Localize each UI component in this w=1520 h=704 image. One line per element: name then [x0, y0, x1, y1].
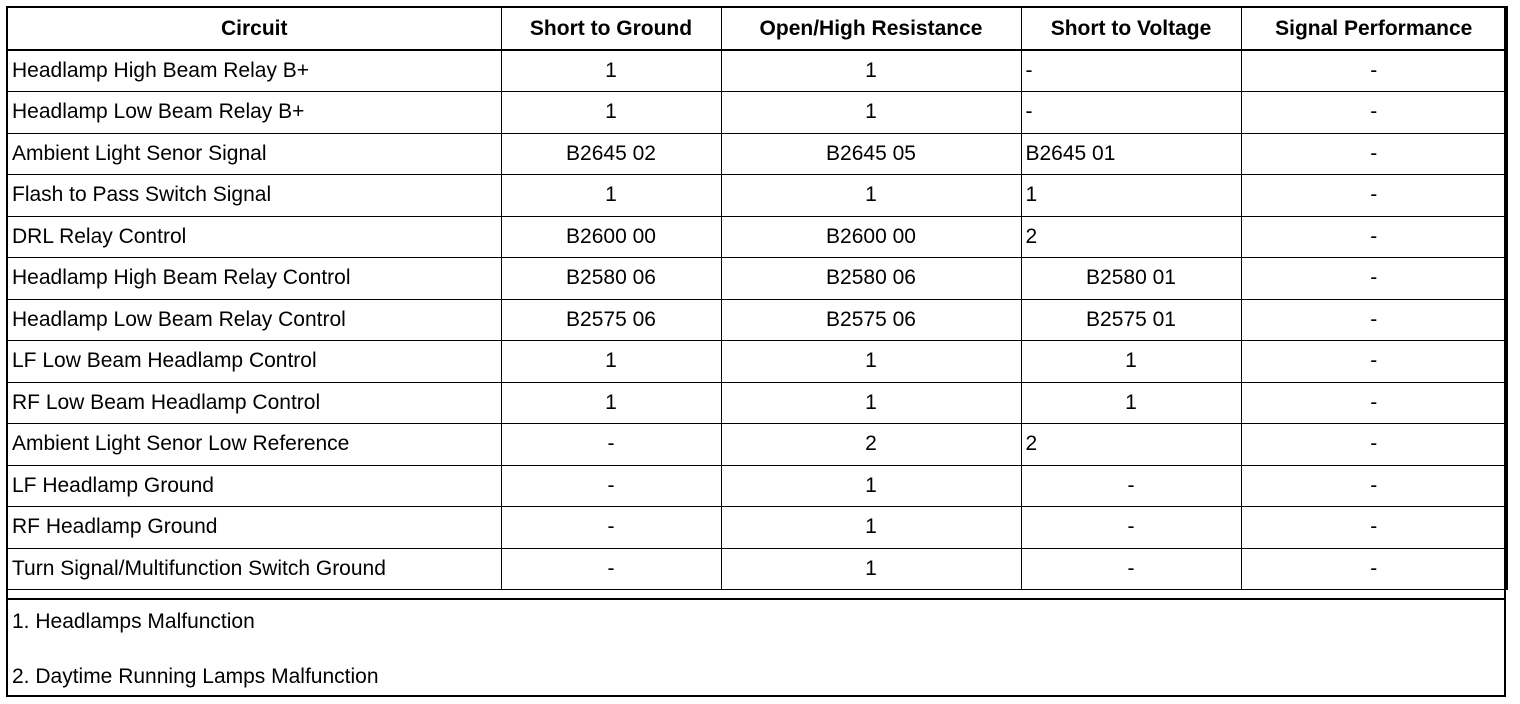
- cell-signal-performance: -: [1241, 465, 1507, 507]
- cell-signal-performance: -: [1241, 175, 1507, 217]
- cell-signal-performance: -: [1241, 548, 1507, 590]
- cell-short-to-ground: B2600 00: [501, 216, 721, 258]
- cell-circuit: Headlamp Low Beam Relay B+: [7, 92, 501, 134]
- cell-signal-performance: -: [1241, 216, 1507, 258]
- cell-short-to-ground: B2645 02: [501, 133, 721, 175]
- cell-short-to-voltage: B2580 01: [1021, 258, 1241, 300]
- cell-short-to-voltage: 1: [1021, 175, 1241, 217]
- header-short-to-voltage: Short to Voltage: [1021, 7, 1241, 50]
- cell-open-high-resistance: B2575 06: [721, 299, 1021, 341]
- cell-circuit: Headlamp High Beam Relay B+: [7, 50, 501, 92]
- table-row: [7, 507, 1507, 549]
- cell-signal-performance: -: [1241, 382, 1507, 424]
- table-row: [7, 258, 1507, 300]
- cell-open-high-resistance: 1: [721, 548, 1021, 590]
- cell-open-high-resistance: 1: [721, 341, 1021, 383]
- cell-short-to-ground: 1: [501, 92, 721, 134]
- cell-short-to-ground: B2575 06: [501, 299, 721, 341]
- cell-short-to-voltage: 2: [1021, 424, 1241, 466]
- cell-open-high-resistance: B2580 06: [721, 258, 1021, 300]
- table-row: [7, 424, 1507, 466]
- cell-signal-performance: -: [1241, 341, 1507, 383]
- cell-circuit: Headlamp Low Beam Relay Control: [7, 299, 501, 341]
- cell-signal-performance: -: [1241, 424, 1507, 466]
- footnotes: [8, 598, 1504, 695]
- cell-short-to-voltage: -: [1021, 465, 1241, 507]
- cell-short-to-ground: -: [501, 548, 721, 590]
- footnote-1: 1. Headlamps Malfunction: [12, 610, 255, 633]
- cell-circuit: LF Headlamp Ground: [7, 465, 501, 507]
- cell-open-high-resistance: 1: [721, 50, 1021, 92]
- cell-open-high-resistance: B2600 00: [721, 216, 1021, 258]
- cell-open-high-resistance: 1: [721, 175, 1021, 217]
- cell-open-high-resistance: 1: [721, 92, 1021, 134]
- table-row: [7, 92, 1507, 134]
- cell-short-to-voltage: -: [1021, 50, 1241, 92]
- cell-open-high-resistance: 2: [721, 424, 1021, 466]
- cell-circuit: Flash to Pass Switch Signal: [7, 175, 501, 217]
- cell-short-to-voltage: 1: [1021, 341, 1241, 383]
- cell-open-high-resistance: 1: [721, 465, 1021, 507]
- table-row: [7, 382, 1507, 424]
- table-row: [7, 299, 1507, 341]
- cell-circuit: Ambient Light Senor Signal: [7, 133, 501, 175]
- table-row: [7, 175, 1507, 217]
- table-row: [7, 216, 1507, 258]
- cell-circuit: Ambient Light Senor Low Reference: [7, 424, 501, 466]
- table-row: [7, 341, 1507, 383]
- cell-circuit: LF Low Beam Headlamp Control: [7, 341, 501, 383]
- cell-signal-performance: -: [1241, 92, 1507, 134]
- cell-short-to-voltage: 1: [1021, 382, 1241, 424]
- cell-signal-performance: -: [1241, 299, 1507, 341]
- table-row: [7, 50, 1507, 92]
- cell-circuit: Turn Signal/Multifunction Switch Ground: [7, 548, 501, 590]
- cell-short-to-ground: B2580 06: [501, 258, 721, 300]
- table-row: [7, 133, 1507, 175]
- cell-short-to-ground: 1: [501, 175, 721, 217]
- cell-short-to-ground: 1: [501, 50, 721, 92]
- table-row: [7, 465, 1507, 507]
- cell-short-to-voltage: -: [1021, 92, 1241, 134]
- footnote-2: 2. Daytime Running Lamps Malfunction: [12, 665, 379, 688]
- dtc-table: [6, 6, 1508, 590]
- cell-short-to-voltage: B2645 01: [1021, 133, 1241, 175]
- cell-short-to-voltage: -: [1021, 507, 1241, 549]
- cell-short-to-ground: -: [501, 424, 721, 466]
- cell-short-to-voltage: -: [1021, 548, 1241, 590]
- cell-short-to-ground: 1: [501, 382, 721, 424]
- header-open-high-resistance: Open/High Resistance: [721, 7, 1021, 50]
- cell-signal-performance: -: [1241, 258, 1507, 300]
- cell-open-high-resistance: B2645 05: [721, 133, 1021, 175]
- header-circuit: Circuit: [7, 7, 501, 50]
- header-short-to-ground: Short to Ground: [501, 7, 721, 50]
- cell-open-high-resistance: 1: [721, 382, 1021, 424]
- cell-short-to-voltage: B2575 01: [1021, 299, 1241, 341]
- cell-signal-performance: -: [1241, 507, 1507, 549]
- header-row: [7, 7, 1507, 50]
- cell-short-to-voltage: 2: [1021, 216, 1241, 258]
- cell-short-to-ground: -: [501, 465, 721, 507]
- cell-short-to-ground: 1: [501, 341, 721, 383]
- header-signal-performance: Signal Performance: [1241, 7, 1507, 50]
- cell-circuit: RF Low Beam Headlamp Control: [7, 382, 501, 424]
- cell-short-to-ground: -: [501, 507, 721, 549]
- cell-circuit: Headlamp High Beam Relay Control: [7, 258, 501, 300]
- table-row: [7, 548, 1507, 590]
- cell-circuit: RF Headlamp Ground: [7, 507, 501, 549]
- cell-signal-performance: -: [1241, 133, 1507, 175]
- cell-open-high-resistance: 1: [721, 507, 1021, 549]
- cell-circuit: DRL Relay Control: [7, 216, 501, 258]
- cell-signal-performance: -: [1241, 50, 1507, 92]
